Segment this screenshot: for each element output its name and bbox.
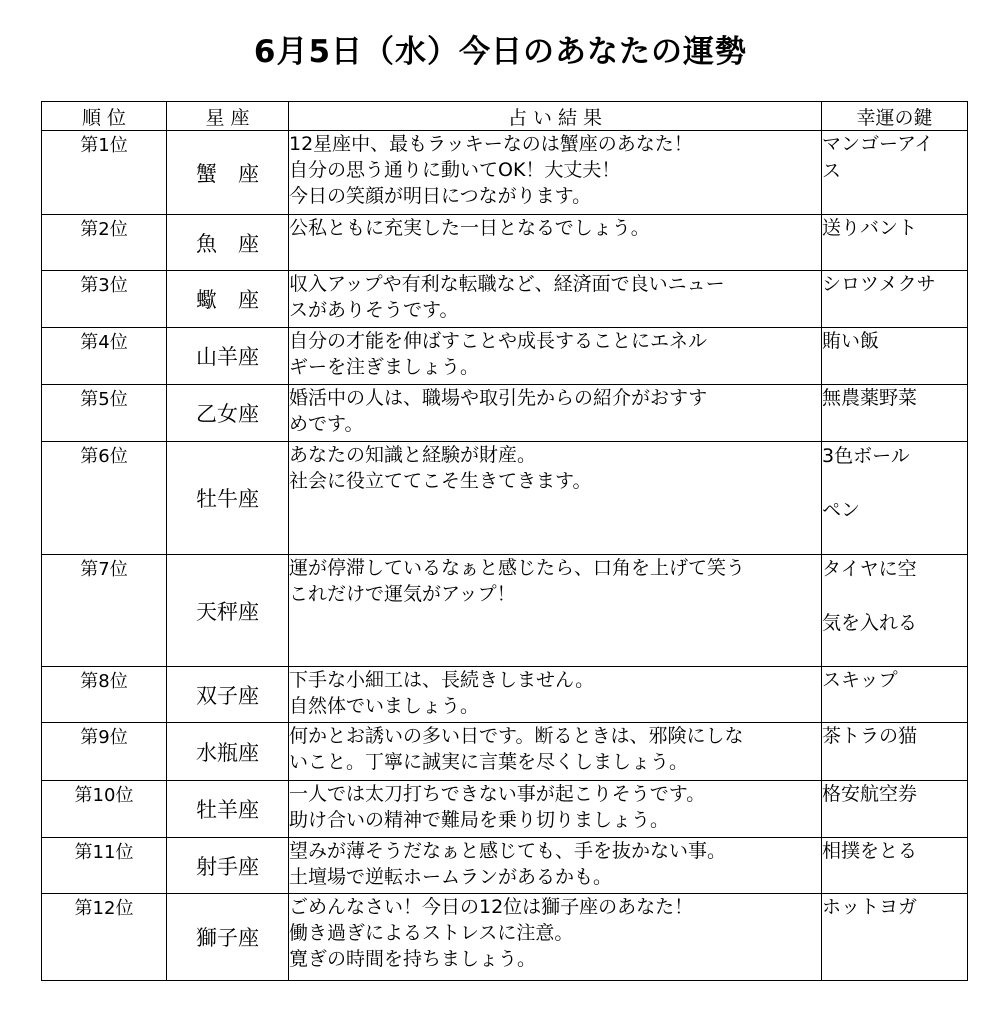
header-key: 幸運の鍵: [822, 102, 968, 131]
lucky-key-cell: [822, 328, 968, 385]
result-cell: [289, 838, 822, 894]
lucky-key-line: 無農薬野菜: [822, 387, 918, 409]
rank-cell: 第10位: [42, 781, 167, 838]
sign-cell: 水瓶座: [167, 723, 289, 781]
result-cell: [289, 328, 822, 385]
result-line: 12星座中、最もラッキーなのは蟹座のあなた！: [289, 133, 693, 155]
table-row: [42, 555, 968, 667]
lucky-key-line: ス: [822, 160, 842, 182]
lucky-key-cell: [822, 442, 968, 555]
result-line: 何かとお誘いの多い日です。断るときは、邪険にしな: [289, 725, 744, 747]
lucky-key-line: マンゴーアイ: [822, 133, 934, 155]
rank-cell: 第7位: [42, 555, 167, 667]
result-line: 収入アップや有利な転職など、経済面で良いニュー: [289, 273, 725, 295]
result-line: 社会に役立ててこそ生きてきます。: [289, 470, 592, 492]
header-rank: 順 位: [42, 102, 167, 131]
table-row: [42, 328, 968, 385]
rank-cell: 第2位: [42, 215, 167, 271]
rank-cell: 第11位: [42, 838, 167, 894]
result-line: 望みが薄そうだなぁと感じても、手を抜かない事。: [289, 840, 727, 862]
sign-cell: 蟹 座: [167, 131, 289, 215]
rank-cell: 第4位: [42, 328, 167, 385]
sign-cell: 乙女座: [167, 385, 289, 442]
lucky-key-cell: [822, 215, 968, 271]
lucky-key-line: 賄い飯: [822, 330, 880, 352]
sign-cell: 牡羊座: [167, 781, 289, 838]
sign-cell: 蠍 座: [167, 271, 289, 328]
lucky-key-cell: [822, 667, 968, 723]
table-row: [42, 894, 968, 981]
table-row: [42, 131, 968, 215]
lucky-key-cell: [822, 555, 968, 667]
sign-cell: 射手座: [167, 838, 289, 894]
result-cell: [289, 131, 822, 215]
table-row: [42, 781, 968, 838]
lucky-key-cell: [822, 838, 968, 894]
sign-cell: 牡牛座: [167, 442, 289, 555]
header-result: 占 い 結 果: [289, 102, 822, 131]
result-line: 下手な小細工は、長続きしません。: [289, 669, 595, 691]
lucky-key-line: 格安航空券: [822, 783, 918, 805]
page-title: 6月5日（水）今日のあなたの運勢: [253, 34, 748, 70]
result-cell: [289, 271, 822, 328]
sign-cell: 双子座: [167, 667, 289, 723]
rank-cell: 第6位: [42, 442, 167, 555]
rank-cell: 第9位: [42, 723, 167, 781]
result-cell: [289, 667, 822, 723]
rank-cell: 第12位: [42, 894, 167, 981]
lucky-key-line: 茶トラの猫: [822, 725, 918, 747]
result-line: 寛ぎの時間を持ちましょう。: [289, 948, 537, 970]
result-line: ギーを注ぎましょう。: [289, 356, 480, 378]
lucky-key-cell: [822, 271, 968, 328]
result-line: いこと。丁寧に誠実に言葉を尽くしましょう。: [289, 751, 689, 773]
result-cell: [289, 555, 822, 667]
result-line: 土壇場で逆転ホームランがあるかも。: [289, 866, 613, 888]
table-body: [42, 131, 968, 981]
result-line: 公私ともに充実した一日となるでしょう。: [289, 217, 650, 239]
table-row: [42, 215, 968, 271]
rank-cell: 第3位: [42, 271, 167, 328]
result-cell: [289, 442, 822, 555]
header-sign: 星 座: [167, 102, 289, 131]
lucky-key-cell: [822, 723, 968, 781]
result-line: めです。: [289, 413, 364, 435]
rank-cell: 第5位: [42, 385, 167, 442]
result-line: 一人では太刀打ちできない事が起こりそうです。: [289, 783, 706, 805]
result-line: 自然体でいましょう。: [289, 695, 480, 717]
rank-cell: 第1位: [42, 131, 167, 215]
lucky-key-line: 3色ボール: [822, 445, 910, 467]
lucky-key-cell: [822, 894, 968, 981]
result-cell: [289, 215, 822, 271]
table-row: [42, 667, 968, 723]
result-cell: [289, 781, 822, 838]
lucky-key-line: ペン: [822, 499, 861, 521]
result-line: 婚活中の人は、職場や取引先からの紹介がおすす: [289, 387, 708, 409]
sign-cell: 山羊座: [167, 328, 289, 385]
table-row: [42, 442, 968, 555]
lucky-key-line: 相撲をとる: [822, 840, 918, 862]
result-cell: [289, 723, 822, 781]
lucky-key-line: シロツメクサ: [822, 273, 936, 295]
result-line: 自分の才能を伸ばすことや成長することにエネル: [289, 330, 708, 352]
result-cell: [289, 385, 822, 442]
result-line: 運が停滞しているなぁと感じたら、口角を上げて笑う: [289, 557, 746, 579]
table-header-row: [42, 102, 968, 131]
table-row: [42, 723, 968, 781]
lucky-key-line: タイヤに空: [822, 558, 917, 580]
lucky-key-cell: [822, 781, 968, 838]
lucky-key-line: ホットヨガ: [822, 896, 918, 918]
lucky-key-line: 送りバント: [822, 217, 918, 239]
result-line: 今日の笑顔が明日につながります。: [289, 185, 592, 207]
result-cell: [289, 894, 822, 981]
fortune-table: [41, 101, 968, 981]
table-row: [42, 838, 968, 894]
lucky-key-line: スキップ: [822, 669, 898, 691]
table-row: [42, 271, 968, 328]
rank-cell: 第8位: [42, 667, 167, 723]
result-line: 働き過ぎによるストレスに注意。: [289, 922, 574, 944]
result-line: あなたの知識と経験が財産。: [289, 444, 537, 466]
result-line: 自分の思う通りに動いてOK！大丈夫！: [289, 159, 621, 181]
result-line: スがありそうです。: [289, 299, 459, 321]
sign-cell: 魚 座: [167, 215, 289, 271]
result-line: ごめんなさい！今日の12位は獅子座のあなた！: [289, 896, 694, 918]
sign-cell: 天秤座: [167, 555, 289, 667]
result-line: 助け合いの精神で難局を乗り切りましょう。: [289, 809, 670, 831]
result-line: これだけで運気がアップ！: [289, 583, 516, 605]
lucky-key-cell: [822, 131, 968, 215]
lucky-key-line: 気を入れる: [822, 612, 918, 634]
sign-cell: 獅子座: [167, 894, 289, 981]
